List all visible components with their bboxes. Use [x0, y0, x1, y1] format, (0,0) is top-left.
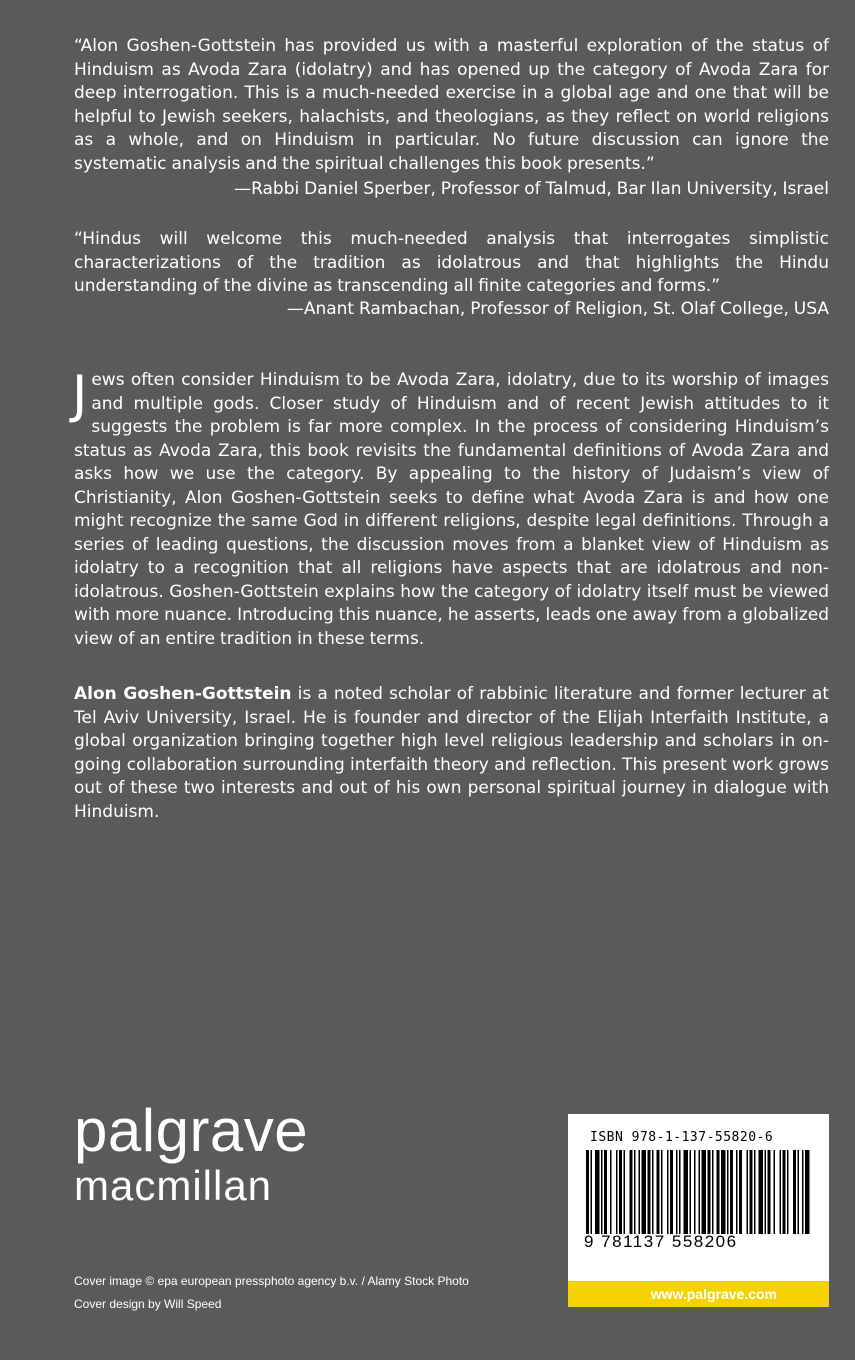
barcode-bar [676, 1150, 678, 1234]
barcode-bar [679, 1150, 681, 1234]
barcode-bar [702, 1150, 707, 1234]
barcode-bar [624, 1150, 626, 1234]
barcode-bar [601, 1150, 603, 1234]
barcode-bar [661, 1150, 663, 1234]
publisher-logo [74, 1097, 309, 1210]
publisher-logo-line1: palgrave [74, 1097, 309, 1164]
barcode-bar [616, 1150, 618, 1234]
barcode-bar [780, 1150, 782, 1234]
barcode-bar [727, 1150, 729, 1234]
barcode-bar [684, 1150, 689, 1234]
barcode-bar [802, 1150, 804, 1234]
barcode-bar [793, 1150, 796, 1234]
barcode-bar [774, 1150, 776, 1234]
barcode-bar [595, 1150, 600, 1234]
barcode-bar [717, 1150, 720, 1234]
barcode-bar [630, 1150, 633, 1234]
barcode-bar [747, 1150, 749, 1234]
barcode-bar [708, 1150, 711, 1234]
endorsement-quote-2: “Hindus will welcome this much-needed analysis that interrogates simplistic characterizations of the tradition as idolatrous and that highlights the Hindu understanding of the divine as transcending all finite categories and forms.” [74, 229, 829, 296]
cover-image-credit: Cover image © epa european pressphoto agency b.v. / Alamy Stock Photo [74, 1274, 469, 1288]
barcode-bar [642, 1150, 647, 1234]
barcode-bar [634, 1150, 636, 1234]
barcode-bar [759, 1150, 764, 1234]
barcode-bar [787, 1150, 789, 1234]
barcode-bar [610, 1150, 612, 1234]
barcode-bar [699, 1150, 701, 1234]
endorsement-attribution-2: —Anant Rambachan, Professor of Religion, St. Olaf College, USA [286, 299, 829, 319]
barcode-bar [690, 1150, 692, 1234]
barcode-bar [667, 1150, 669, 1234]
author-bio [74, 683, 829, 824]
author-bio-text: is a noted scholar of rabbinic literature and former lecturer at Tel Aviv University, Israel. He is founder and director of the Elijah Interfaith Institute, a global organization bringing together high level religious leadership and scholars in on-going collaboration surrounding interfaith theory and reflection. This present work grows out of these two interests and out of his own personal spiritual journey in dialogue with Hinduism. [74, 684, 829, 822]
barcode-bar [805, 1150, 810, 1234]
endorsement-attribution-1: —Rabbi Daniel Sperber, Professor of Talmud, Bar Ilan University, Israel [234, 179, 829, 199]
barcode-bar [721, 1150, 726, 1234]
author-name: Alon Goshen-Gottstein [74, 684, 292, 704]
barcode-bar [739, 1150, 742, 1234]
barcode-bar [670, 1150, 673, 1234]
description-text: ews often consider Hinduism to be Avoda Zara, idolatry, due to its worship of images and multiple gods. Closer study of Hinduism and of recent Jewish attitudes to it suggests the problem is far more complex. In the process of considering Hinduism’s status as Avoda Zara, this book revisits the fundamental definitions of Avoda Zara and asks how we use the category. By appealing to the history of Judaism’s view of Christianity, Alon Goshen-Gottstein seeks to define what Avoda Zara is and how one might recognize the same God in different religions, despite legal definitions. Through a series of leading questions, the discussion moves from a blanket view of Hinduism as idolatry to a recognition that all religions have aspects that are idolatrous and non-idolatrous. Goshen-Gottstein explains how the category of idolatry itself must be viewed with more nuance. Introducing this nuance, he asserts, leads one away from a globalized view of an entire tradition in these terms. [74, 370, 829, 649]
barcode-bar [768, 1150, 771, 1234]
isbn-label: ISBN 978-1-137-55820-6 [590, 1130, 774, 1145]
barcode-bar [619, 1150, 622, 1234]
barcode-bar [639, 1150, 641, 1234]
barcode-bar [586, 1150, 589, 1234]
barcode-bar [750, 1150, 753, 1234]
cover-credits [74, 1270, 469, 1316]
barcode-bar [694, 1150, 696, 1234]
publisher-logo-line2: macmillan [74, 1162, 273, 1209]
barcode-bar [783, 1150, 786, 1234]
barcode-bar [798, 1150, 800, 1234]
barcode-bar [730, 1150, 733, 1234]
book-description [72, 365, 829, 651]
drop-cap: J [72, 365, 88, 425]
barcode-image [584, 1150, 812, 1234]
barcode-bar [591, 1150, 593, 1234]
barcode-bar [754, 1150, 756, 1234]
barcode-bar [712, 1150, 714, 1234]
barcode-digits: 9 781137 558206 [584, 1232, 738, 1251]
barcode-bar [604, 1150, 607, 1234]
barcode-bar [736, 1150, 738, 1234]
barcode-bar [648, 1150, 651, 1234]
cover-design-credit: Cover design by Will Speed [74, 1297, 222, 1311]
barcode-bar [657, 1150, 660, 1234]
barcode-bar [652, 1150, 654, 1234]
publisher-website: www.palgrave.com [568, 1281, 829, 1307]
barcode-bar [765, 1150, 767, 1234]
barcode-panel [568, 1114, 829, 1307]
endorsement-quote-1: “Alon Goshen-Gottstein has provided us with a masterful exploration of the status of Hinduism as Avoda Zara (idolatry) and has opened up the category of Avoda Zara for deep interrogation. This is a much-needed exercise in a global age and one that will be helpful to Jewish seekers, halachists, and theologians, as they reflect on world religions as a whole, and on Hinduism in particular. No future discussion can ignore the systematic analysis and the spiritual challenges this book presents.” [74, 36, 829, 174]
